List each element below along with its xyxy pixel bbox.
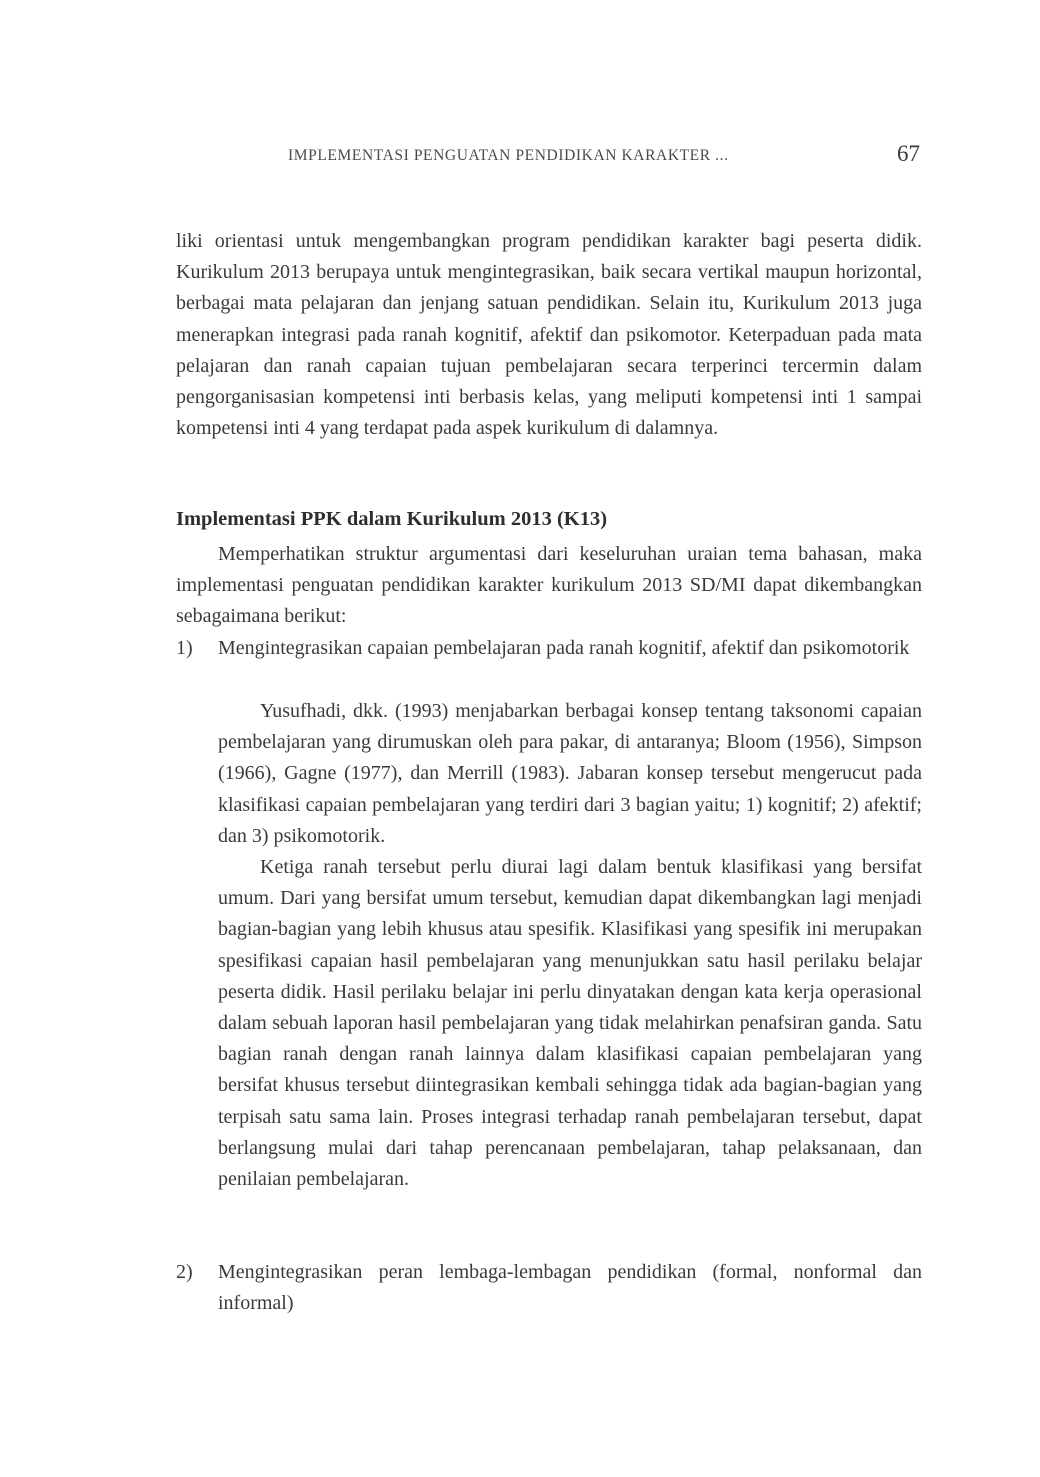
list-item-number: 1) [176, 637, 193, 659]
intro-paragraph-block [176, 226, 922, 444]
list-item-label: Mengintegrasikan peran lembaga-lembagan pendidikan (formal, nonformal dan informal) [218, 1261, 922, 1315]
list-item-1-paragraph-1: Yusufhadi, dkk. (1993) menjabarkan berbagai konsep tentang taksonomi capaian pembelajaran yang dirumuskan oleh para pakar, di antaranya; Bloom (1956), Simpson (1966), Gagne (1977), dan Merrill (1983). Jabaran konsep tersebut mengerucut pada klasifikasi capaian pembelajaran yang terdiri dari 3 bagian yaitu; 1) kognitif; 2) afektif; dan 3) psikomotorik. [218, 700, 922, 847]
section-lead-paragraph: Memperhatikan struktur argumentasi dari keseluruhan uraian tema bahasan, maka implementasi penguatan pendidikan karakter kurikulum 2013 SD/MI dapat dikembangkan sebagaimana berikut: [176, 543, 922, 628]
page-number: 67 [897, 141, 920, 166]
list-item-number: 2) [176, 1261, 193, 1283]
list-item-1-body [218, 696, 922, 1195]
list-item-2 [176, 1257, 922, 1319]
list-item-label: Mengintegrasikan capaian pembelajaran pada ranah kognitif, afektif dan psikomotorik [218, 637, 910, 659]
section-lead-block [176, 539, 922, 633]
intro-paragraph: liki orientasi untuk mengembangkan program pendidikan karakter bagi peserta didik. Kurikulum 2013 berupaya untuk mengintegrasikan, baik secara vertikal maupun horizontal, berbagai mata pelajaran dan jenjang satuan pendidikan. Selain itu, Kurikulum 2013 juga menerapkan integrasi pada ranah kognitif, afektif dan psikomotor. Keterpaduan pada mata pelajaran dan ranah capaian tujuan pembelajaran secara terperinci tercermin dalam pengorganisasian kompetensi inti berbasis kelas, yang meliputi kompetensi inti 1 sampai kompetensi inti 4 yang terdapat pada aspek kurikulum di dalamnya. [176, 230, 922, 440]
running-header: IMPLEMENTASI PENGUATAN PENDIDIKAN KARAKTER ... [288, 147, 729, 164]
section-heading: Implementasi PPK dalam Kurikulum 2013 (K13) [176, 508, 608, 530]
list-item-1-paragraph-2: Ketiga ranah tersebut perlu diurai lagi dalam bentuk klasifikasi yang bersifat umum. Dari yang bersifat umum tersebut, kemudian dapat dikembangkan lagi menjadi bagian-bagian yang lebih khusus atau spesifik. Klasifikasi yang spesifik ini merupakan spesifikasi capaian hasil pembelajaran yang menunjukkan satu hasil perilaku belajar peserta didik. Hasil perilaku belajar ini perlu dinyatakan dengan kata kerja operasional dalam sebuah laporan hasil pembelajaran yang tidak melahirkan penafsiran ganda. Satu bagian ranah dengan ranah lainnya dalam klasifikasi capaian pembelajaran yang bersifat khusus tersebut diintegrasikan kembali sehingga tidak ada bagian-bagian yang terpisah satu sama lain. Proses integrasi terhadap ranah pembelajaran tersebut, dapat berlangsung mulai dari tahap perencanaan pembelajaran, tahap pelaksanaan, dan penilaian pembelajaran. [218, 856, 922, 1191]
list-item-1 [176, 633, 922, 664]
